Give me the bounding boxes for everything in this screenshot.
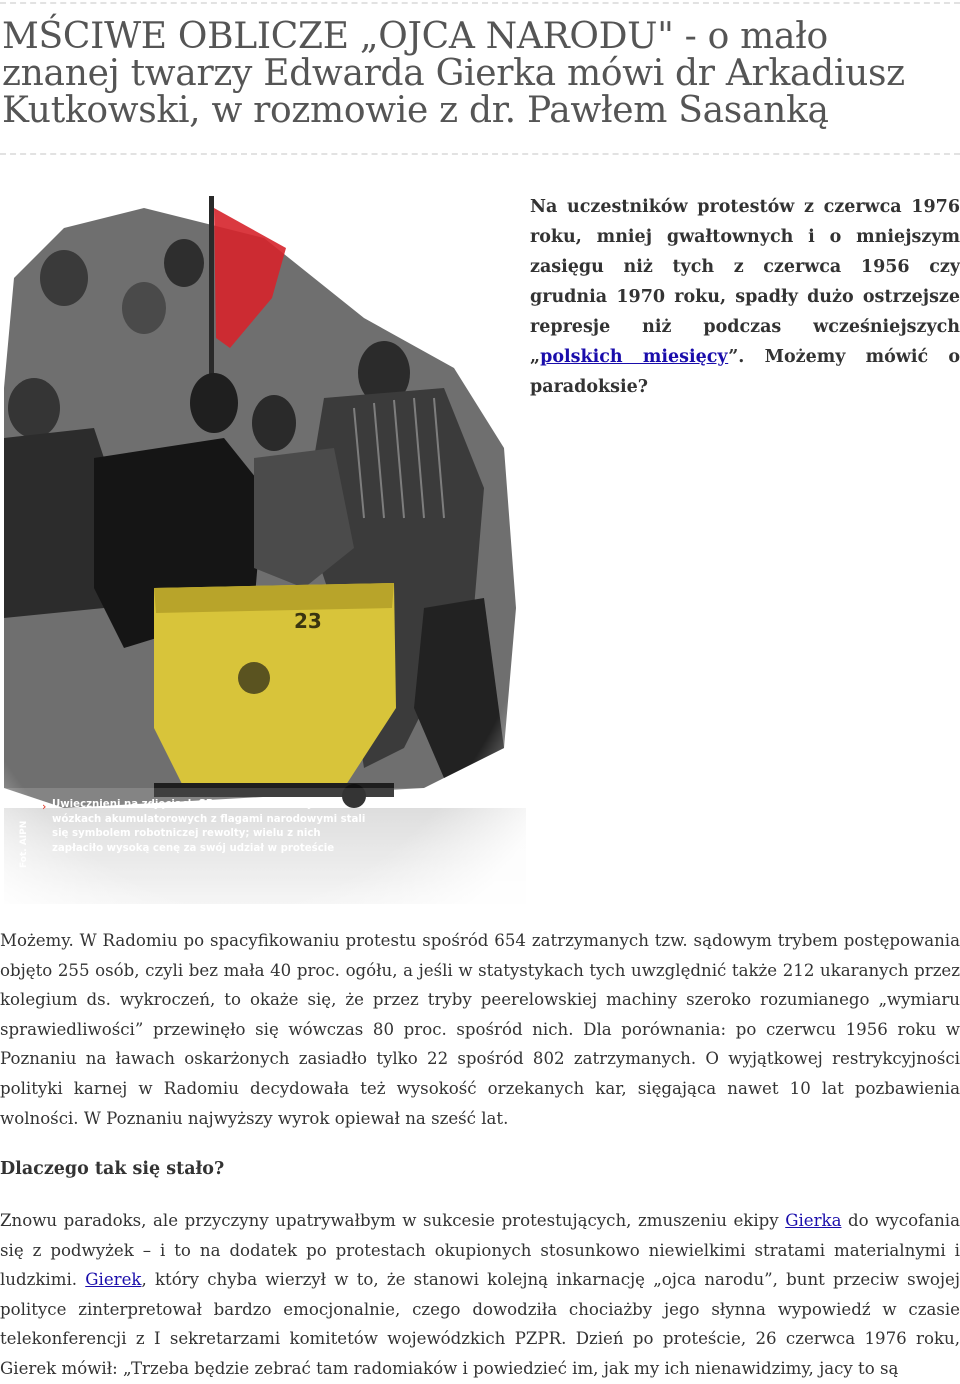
link-gierka[interactable]: Gierka bbox=[785, 1211, 842, 1230]
link-polskich-miesiecy[interactable]: polskich miesięcy bbox=[540, 347, 729, 367]
photo-caption: Uwiecznieni na zdjęciach SB młodzi robotnicy na wózkach akumulatorowych z flagami narodowymi stali się symbolem robotniczej rewolty; wielu z nich zapłaciło wysoką cenę za swój udział w proteście bbox=[52, 799, 366, 854]
body-paragraph-2: Znowu paradoks, ale przyczyny upatrywałbym w sukcesie protestujących, zmuszeniu ekipy Gierka do wycofania się z podwyżek – i to na dodatek po protestach okupionych stosunkowo niewielkimi stratami materialnymi i ludzkimi. Gierek, który chyba wierzył w to, że stanowi kolejną inkarnację „ojca narodu”, bunt przeciw swojej polityce zinterpretował bardzo emocjonalnie, czego dowodziła chociażby jego słynna wypowiedź w czasie telekonferencji z I sekretarzami komitetów wojewódzkich PZPR. Dzień po proteście, 26 czerwca 1976 roku, Gierek mówił: „Trzeba będzie zebrać tam radomiaków i powiedzieć im, jak my ich nienawidzimy, jacy to są bbox=[0, 1211, 960, 1378]
article-title: MŚCIWE OBLICZE „OJCA NARODU" - o mało znanej twarzy Edwarda Gierka mówi dr Arkadiusz Kutkowski, w rozmowie z dr. Pawłem Sasanką bbox=[2, 16, 905, 131]
link-gierek[interactable]: Gierek bbox=[85, 1270, 142, 1290]
photo-credit: Fot. AIPN bbox=[19, 820, 29, 868]
caption-arrow: › bbox=[42, 800, 47, 813]
title-divider bbox=[0, 153, 960, 155]
body-paragraph-1: Możemy. W Radomiu po spacyfikowaniu protestu spośród 654 zatrzymanych tzw. sądowym trybem postępowania objęto 255 osób, czyli bez mała 40 proc. ogółu, a jeśli w statystykach tych uwzględnić także 212 ukaranych przez kolegium ds. wykroczeń, to okaże się, że przez tryby peerelowskiej machiny szeroko rozumianego „wymiaru sprawiedliwości” przewinęło się wówczas 80 proc. spośród nich. Dla porównania: po czerwcu 1956 roku w Poznaniu na ławach oskarżonych zasiadło tylko 22 spośród 802 zatrzymanych. O wyjątkowej restrykcyjności polityki karnej w Radomiu decydowała też wysokość orzekanych kar, sięgająca nawet 10 lat pozbawienia wolności. W Poznaniu najwyższy wyrok opiewał na sześć lat. bbox=[0, 931, 960, 1128]
article-lead: Na uczestników protestów z czerwca 1976 roku, mniej gwałtownych i o mniejszym zasięgu niż tych z czerwca 1956 czy grudnia 1970 roku, spadły dużo ostrzejsze represje niż podczas wcześniejszych „polskich miesięcy”. Możemy mówić o paradoksie? bbox=[530, 197, 960, 397]
top-divider bbox=[0, 2, 960, 4]
section-subheading: Dlaczego tak się stało? bbox=[0, 1159, 225, 1179]
protest-photo bbox=[4, 188, 526, 904]
